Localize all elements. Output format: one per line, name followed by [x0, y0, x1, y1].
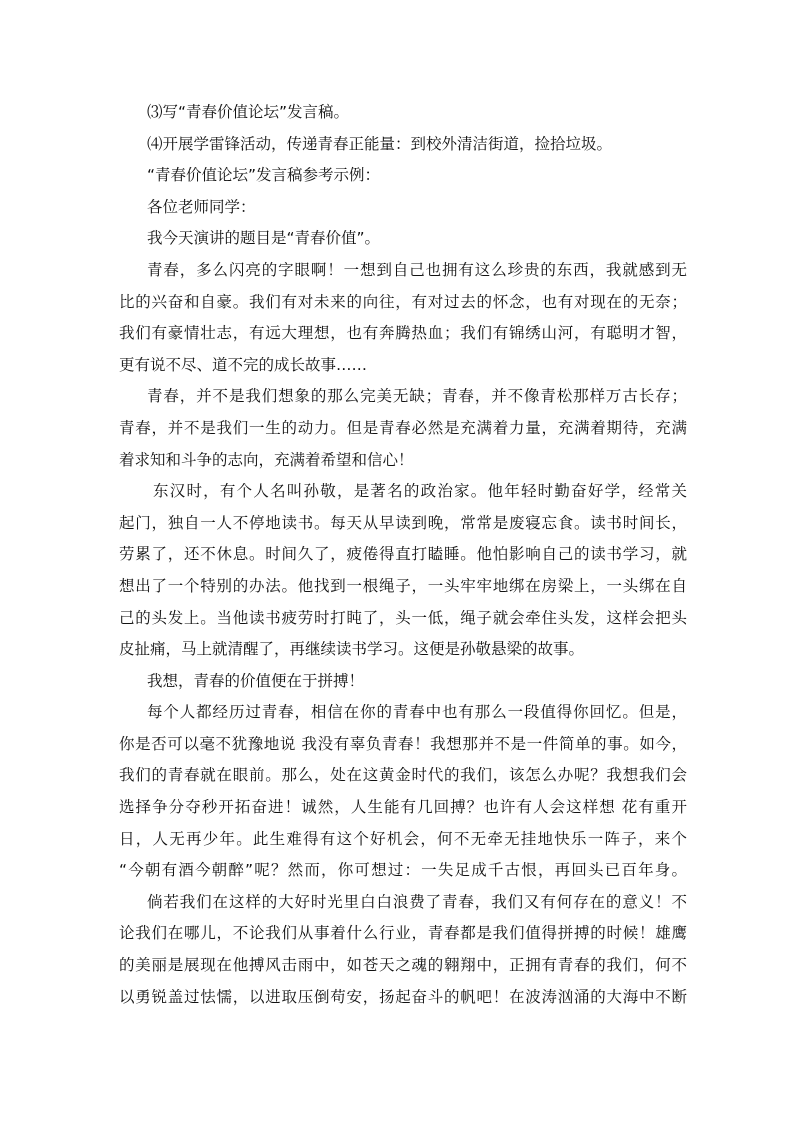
document-body [119, 97, 687, 1013]
paragraph-line: 倘若我们在这样的大好时光里白白浪费了青春，我们又有何存在的意义！不 [147, 892, 687, 911]
paragraph-line: 青春，并不是我们想象的那么完美无缺；青春，并不像青松那样万古长存； [147, 387, 687, 406]
paragraph-line: 以勇锐盖过怯懦，以进取压倒苟安，扬起奋斗的帆吧！在波涛汹涌的大海中不断 [119, 987, 687, 1006]
paragraph-line: 日，人无再少年。此生难得有这个好机会，何不无牵无挂地快乐一阵子，来个 [119, 829, 687, 848]
paragraph-line: 己的头发上。当他读书疲劳时打盹了，头一低，绳子就会牵住头发，这样会把头 [119, 608, 687, 627]
paragraph-line: 选择争分夺秒开拓奋进！诚然，人生能有几回搏？也许有人会这样想 花有重开 [119, 798, 687, 817]
paragraph-line: 我们有豪情壮志，有远大理想，也有奔腾热血；我们有锦绣山河，有聪明才智， [119, 324, 687, 343]
paragraph-line: 青春，多么闪亮的字眼啊！一想到自己也拥有这么珍贵的东西，我就感到无 [147, 260, 687, 279]
paragraph-line: 论我们在哪儿，不论我们从事着什么行业，青春都是我们值得拼搏的时候！雄鹰 [119, 924, 687, 943]
paragraph-line: 皮扯痛，马上就清醒了，再继续读书学习。这便是孙敬悬梁的故事。 [119, 640, 585, 659]
paragraph-line: 青春，并不是我们一生的动力。但是青春必然是充满着力量，充满着期待，充满 [119, 418, 687, 437]
paragraph-line: “今朝有酒今朝醉”呢？然而，你可想过：一失足成千古恨，再回头已百年身。 [119, 861, 687, 880]
paragraph-line: 劳累了，还不休息。时间久了，疲倦得直打瞌睡。他怕影响自己的读书学习，就 [119, 545, 687, 564]
paragraph-line: 起门，独自一人不停地读书。每天从早读到晚，常常是废寝忘食。读书时间长， [119, 513, 687, 532]
item-3-text: ⑶写“青春价值论坛”发言稿。 [147, 103, 350, 121]
paragraph-line: 更有说不尽、道不完的成长故事…… [119, 355, 368, 374]
example-heading: “青春价值论坛”发言稿参考示例： [147, 166, 381, 185]
paragraph-line: 想出了一个特别的办法。他找到一根绳子，一头牢牢地绑在房梁上，一头绑在自 [119, 576, 687, 595]
paragraph-line: 你是否可以毫不犹豫地说 我没有辜负青春！我想那并不是一件简单的事。如今， [119, 734, 687, 753]
salutation: 各位老师同学： [147, 197, 256, 216]
paragraph-line: 着求知和斗争的志向，充满着希望和信心！ [119, 450, 414, 469]
paragraph-line: 我们的青春就在眼前。那么，处在这黄金时代的我们，该怎么办呢？我想我们会 [119, 766, 687, 785]
paragraph-line: 的美丽是展现在他搏风击雨中，如苍天之魂的翱翔中，正拥有青春的我们，何不 [119, 956, 687, 975]
speech-topic: 我今天演讲的题目是“青春价值”。 [147, 229, 381, 248]
paragraph-line: 我想，青春的价值便在于拼搏！ [147, 671, 365, 690]
paragraph-line: 每个人都经历过青春，相信在你的青春中也有那么一段值得你回忆。但是， [147, 703, 687, 722]
paragraph-line: 比的兴奋和自豪。我们有对未来的向往，有对过去的怀念，也有对现在的无奈； [119, 292, 687, 311]
item-4-text: ⑷开展学雷锋活动，传递青春正能量：到校外清洁街道，捡拾垃圾。 [147, 134, 613, 153]
paragraph-line: 东汉时，有个人名叫孙敬，是著名的政治家。他年轻时勤奋好学，经常关 [153, 482, 687, 501]
